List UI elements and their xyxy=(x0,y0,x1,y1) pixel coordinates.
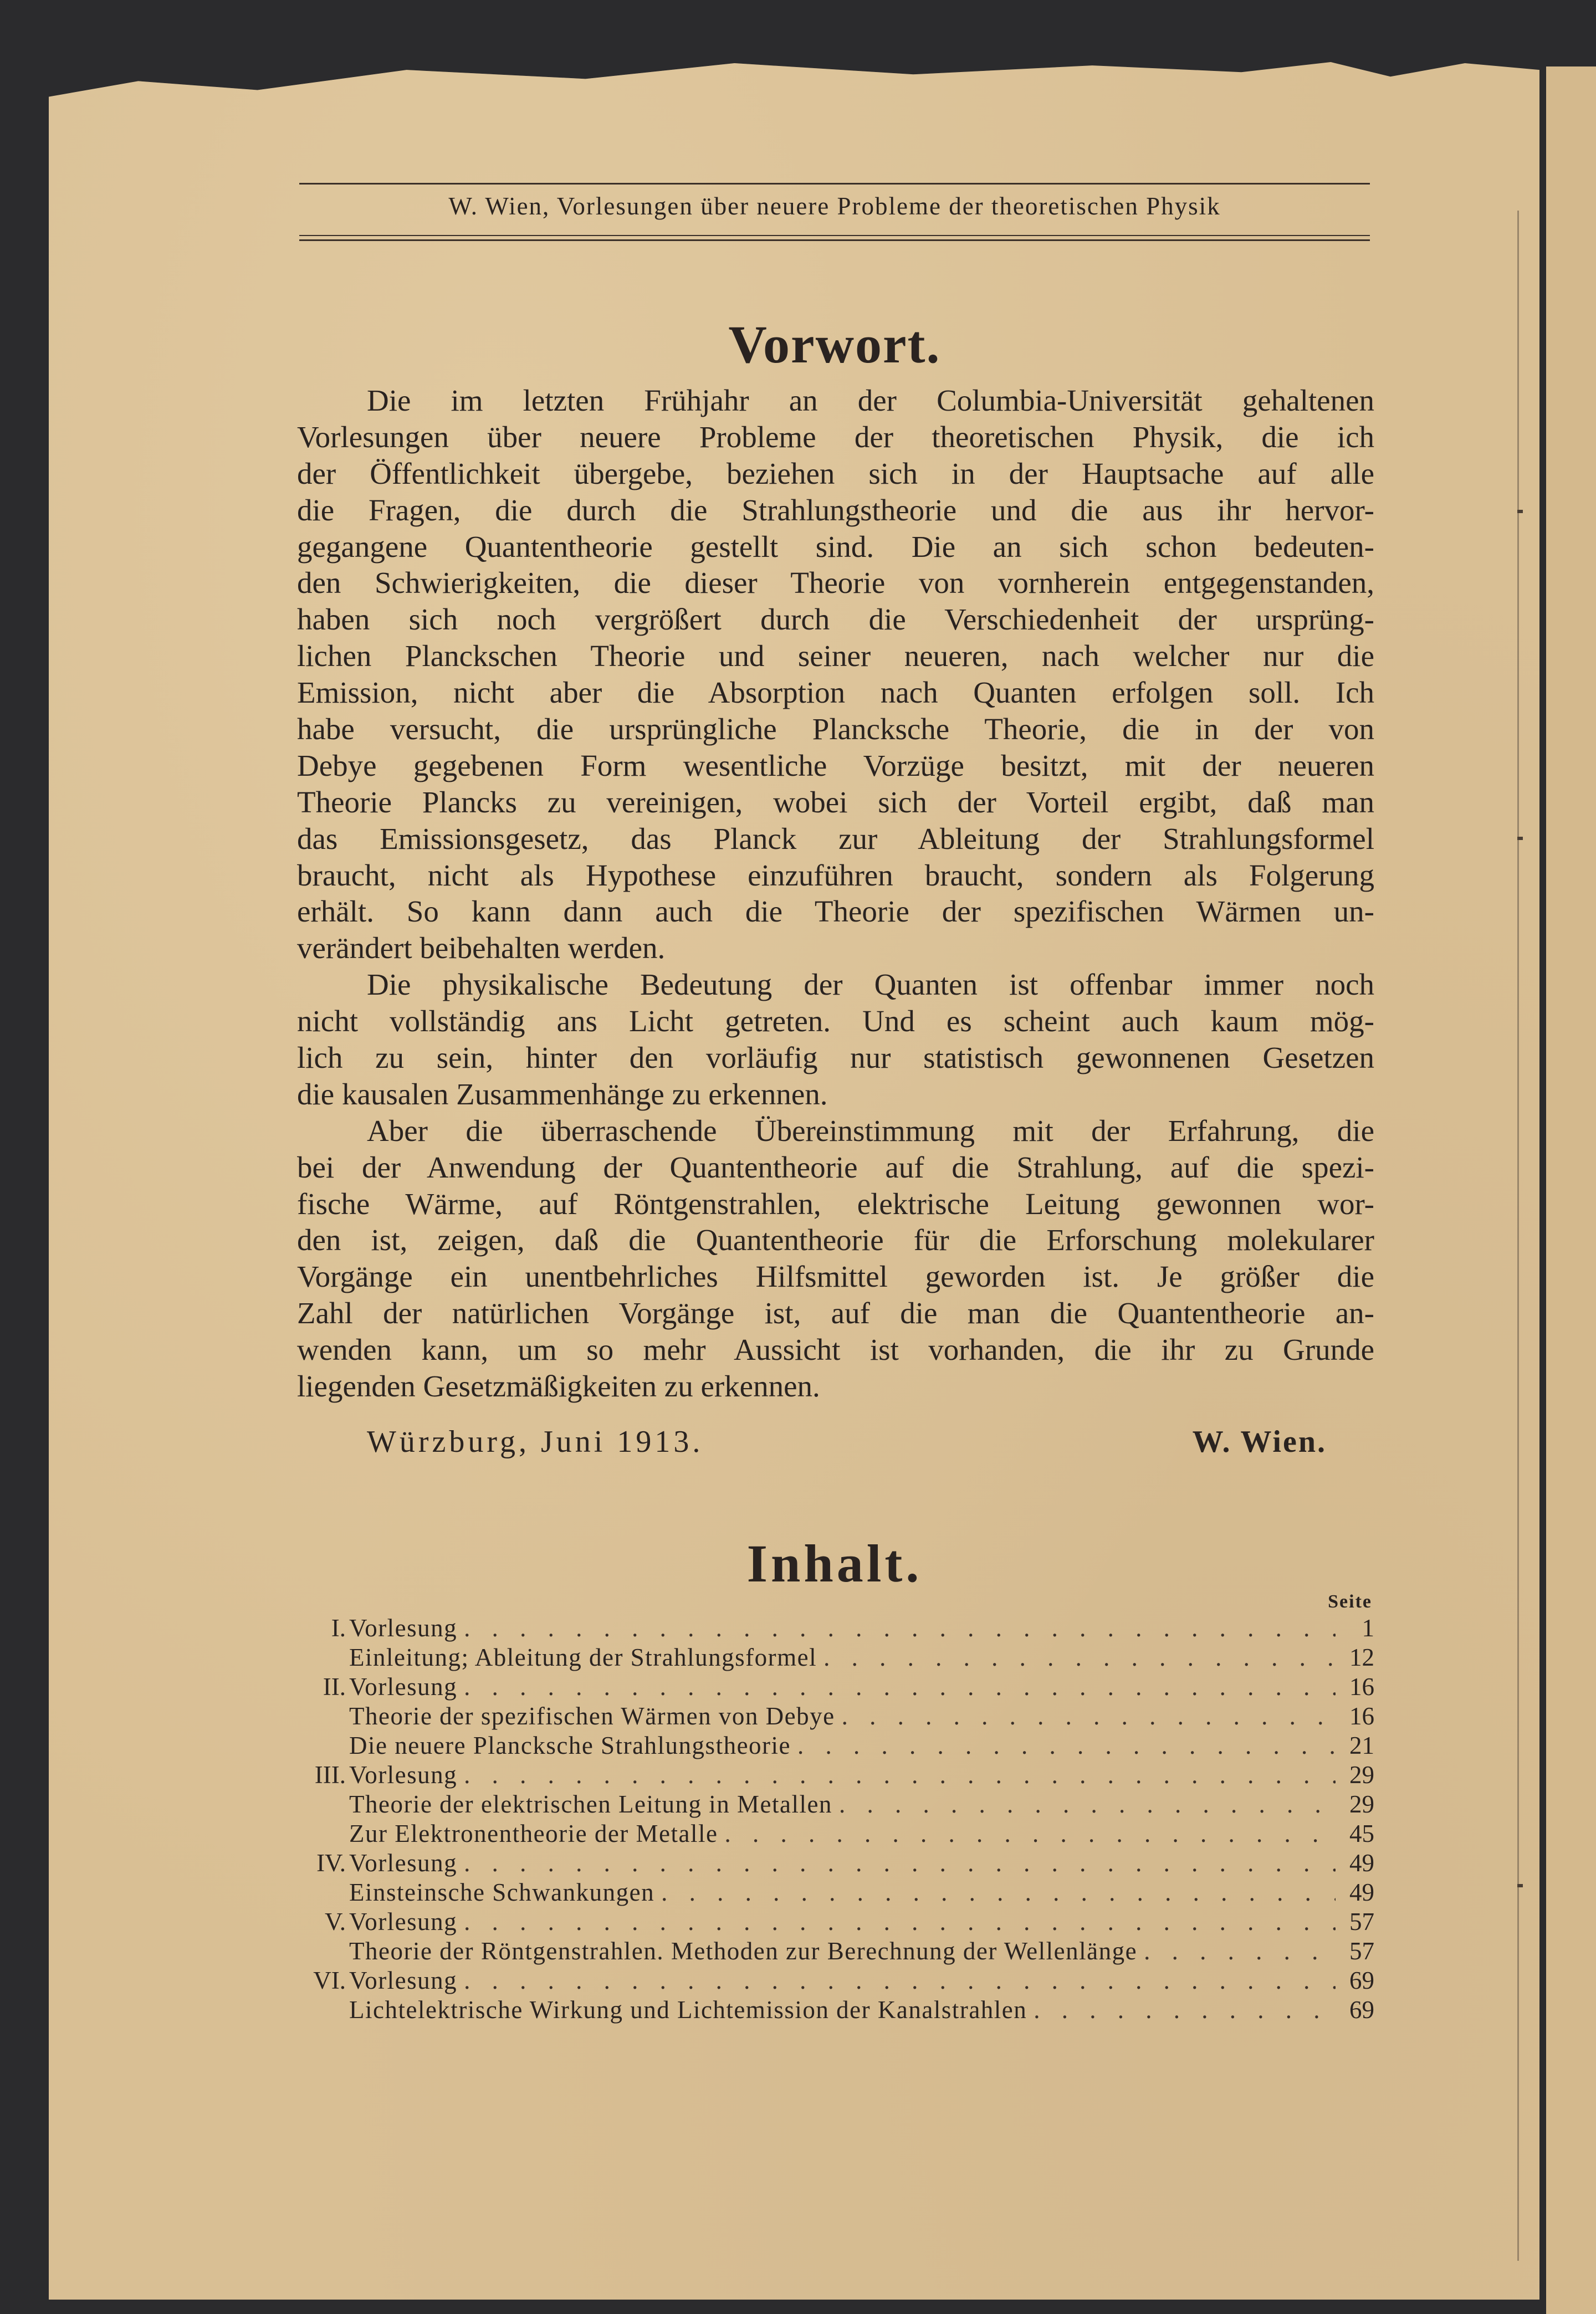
toc-leader-dots xyxy=(1137,1937,1336,1966)
gutter-mark xyxy=(1517,1884,1523,1887)
preface-line: lich zu sein, hinter den vorläufig nur statistisch gewonnenen Gesetzen xyxy=(297,1041,1374,1075)
toc-leader-dots xyxy=(457,1760,1336,1790)
toc-page-number: 57 xyxy=(1349,1937,1374,1965)
preface-line: den Schwierigkeiten, die dieser Theorie von vornherein entgegenstanden, xyxy=(297,566,1374,600)
preface-line: der Öffentlichkeit übergebe, beziehen sich in der Hauptsache auf alle xyxy=(297,456,1374,490)
toc-lecture-number: II. xyxy=(323,1673,346,1701)
toc-page-number: 12 xyxy=(1349,1644,1374,1671)
toc-leader-dots xyxy=(817,1643,1336,1672)
preface-line: bei der Anwendung der Quantentheorie auf die Strahlung, auf die spezi- xyxy=(297,1150,1374,1184)
toc-leader-dots xyxy=(457,1672,1336,1702)
toc-page-number: 29 xyxy=(1349,1761,1374,1789)
preface-line: nicht vollständig ans Licht getreten. Und es scheint auch kaum mög- xyxy=(297,1004,1374,1038)
toc-entry-title: Zur Elektronentheorie der Metalle xyxy=(349,1820,718,1847)
page-column-header: Seite xyxy=(1328,1591,1372,1612)
preface-line: Die im letzten Frühjahr an der Columbia-Universität gehaltenen xyxy=(367,383,1374,417)
preface-line: braucht, nicht als Hypothese einzuführen braucht, sondern als Folgerung xyxy=(297,858,1374,892)
preface-line: den ist, zeigen, daß die Quantentheorie für die Erforschung molekularer xyxy=(297,1223,1374,1257)
toc-entry-title: Einleitung; Ableitung der Strahlungsformel xyxy=(349,1644,817,1671)
toc-leader-dots xyxy=(457,1966,1336,1995)
preface-line: Vorgänge ein unentbehrliches Hilfsmittel geworden ist. Je größer die xyxy=(297,1260,1374,1294)
toc-entry-title: Vorlesung xyxy=(349,1849,458,1877)
preface-line: liegenden Gesetzmäßigkeiten zu erkennen. xyxy=(297,1369,820,1404)
preface-line: erhält. So kann dann auch die Theorie der spezifischen Wärmen un- xyxy=(297,894,1374,929)
contents-title: Inhalt. xyxy=(746,1534,923,1593)
toc-page-number: 45 xyxy=(1349,1820,1374,1847)
toc-entry-title: Vorlesung xyxy=(349,1614,458,1642)
gutter-mark xyxy=(1517,837,1523,840)
toc-leader-dots xyxy=(457,1849,1336,1878)
toc-lecture-number: III. xyxy=(314,1761,346,1789)
preface-line: Theorie Plancks zu vereinigen, wobei sich der Vorteil ergibt, daß man xyxy=(297,785,1374,819)
preface-line: die kausalen Zusammenhänge zu erkennen. xyxy=(297,1077,828,1111)
preface-line: Aber die überraschende Übereinstimmung mit der Erfahrung, die xyxy=(367,1113,1374,1148)
toc-page-number: 49 xyxy=(1349,1849,1374,1877)
toc-entry xyxy=(277,1878,1374,1907)
toc-leader-dots xyxy=(791,1731,1336,1760)
toc-entry-title: Die neuere Plancksche Strahlungstheorie xyxy=(349,1732,791,1759)
toc-entry-title: Einsteinsche Schwankungen xyxy=(349,1878,655,1906)
toc-entry xyxy=(277,1937,1374,1966)
gutter-mark xyxy=(1517,510,1523,513)
toc-entry-title: Lichtelektrische Wirkung und Lichtemission der Kanalstrahlen xyxy=(349,1996,1027,2024)
toc-page-number: 29 xyxy=(1349,1790,1374,1818)
preface-line: die Fragen, die durch die Strahlungstheorie und die aus ihr hervor- xyxy=(297,493,1374,527)
preface-line: verändert beibehalten werden. xyxy=(297,931,666,965)
toc-entry-title: Vorlesung xyxy=(349,1761,458,1789)
toc-leader-dots xyxy=(832,1790,1336,1819)
toc-entry xyxy=(277,1760,1374,1790)
toc-entry-title: Vorlesung xyxy=(349,1673,458,1701)
toc-entry-title: Theorie der spezifischen Wärmen von Debye xyxy=(349,1702,835,1730)
running-head: W. Wien, Vorlesungen über neuere Probleme der theoretischen Physik xyxy=(448,192,1221,220)
preface-line: wenden kann, um so mehr Aussicht ist vorhanden, die ihr zu Grunde xyxy=(297,1333,1374,1367)
toc-page-number: 69 xyxy=(1349,1967,1374,1994)
signature-row xyxy=(297,1424,1374,1463)
preface-line: haben sich noch vergrößert durch die Verschiedenheit der ursprüng- xyxy=(297,602,1374,637)
preface-line: Debye gegebenen Form wesentliche Vorzüge besitzt, mit der neueren xyxy=(297,748,1374,782)
toc-lecture-number: I. xyxy=(331,1614,346,1642)
toc-entry xyxy=(277,1966,1374,1995)
toc-leader-dots xyxy=(718,1819,1336,1849)
toc-leader-dots xyxy=(654,1878,1336,1907)
toc-entry xyxy=(277,1907,1374,1937)
preface-title: Vorwort. xyxy=(728,315,941,374)
preface-line: Die physikalische Bedeutung der Quanten ist offenbar immer noch xyxy=(367,967,1374,1002)
author-signature: W. Wien. xyxy=(1192,1425,1327,1459)
preface-body xyxy=(297,382,1374,1405)
toc-entry xyxy=(277,1995,1374,2025)
toc-entry xyxy=(277,1731,1374,1760)
preface-line: fische Wärme, auf Röntgenstrahlen, elektrische Leitung gewonnen wor- xyxy=(297,1186,1374,1221)
toc-entry xyxy=(277,1672,1374,1702)
toc-lecture-number: V. xyxy=(325,1908,346,1936)
header-rule-top xyxy=(299,183,1370,185)
toc-page-number: 57 xyxy=(1349,1908,1374,1936)
toc-entry-title: Theorie der elektrischen Leitung in Metallen xyxy=(349,1790,832,1818)
preface-line: habe versucht, die ursprüngliche Plancksche Theorie, die in der von xyxy=(297,712,1374,746)
toc-leader-dots xyxy=(457,1907,1336,1937)
toc-page-number: 69 xyxy=(1349,1996,1374,2024)
toc-entry xyxy=(277,1643,1374,1672)
toc-entry xyxy=(277,1849,1374,1878)
preface-line: lichen Planckschen Theorie und seiner neueren, nach welcher nur die xyxy=(297,639,1374,673)
preface-line: gegangene Quantentheorie gestellt sind. Die an sich schon bedeuten- xyxy=(297,529,1374,564)
toc-page-number: 21 xyxy=(1349,1732,1374,1759)
toc-entry-title: Theorie der Röntgenstrahlen. Methoden zur Berechnung der Wellenlänge xyxy=(349,1937,1138,1965)
table-of-contents xyxy=(277,1614,1374,2025)
preface-line: Emission, nicht aber die Absorption nach Quanten erfolgen soll. Ich xyxy=(297,675,1374,710)
preface-line: Vorlesungen über neuere Probleme der theoretischen Physik, die ich xyxy=(297,419,1374,454)
preface-line: Zahl der natürlichen Vorgänge ist, auf die man die Quantentheorie an- xyxy=(297,1296,1374,1330)
toc-page-number: 49 xyxy=(1349,1878,1374,1906)
toc-entry-title: Vorlesung xyxy=(349,1908,458,1936)
toc-leader-dots xyxy=(457,1614,1336,1643)
toc-lecture-number: VI. xyxy=(313,1967,346,1994)
toc-page-number: 16 xyxy=(1349,1702,1374,1730)
toc-entry xyxy=(277,1614,1374,1643)
toc-entry-title: Vorlesung xyxy=(349,1967,458,1994)
toc-leader-dots xyxy=(835,1702,1336,1731)
toc-leader-dots xyxy=(1027,1995,1336,2025)
toc-entry xyxy=(277,1790,1374,1819)
page-gutter-line xyxy=(1517,211,1519,2261)
place-date: Würzburg, Juni 1913. xyxy=(367,1425,704,1459)
toc-lecture-number: IV. xyxy=(316,1849,346,1877)
preface-line: das Emissionsgesetz, das Planck zur Ableitung der Strahlungsformel xyxy=(297,821,1374,856)
header-rule-bottom xyxy=(299,235,1370,236)
toc-entry xyxy=(277,1819,1374,1849)
toc-entry xyxy=(277,1702,1374,1731)
header-rule-bottom-double xyxy=(299,239,1370,241)
facing-page-edge xyxy=(1546,66,1596,2314)
toc-page-number: 16 xyxy=(1349,1673,1374,1701)
toc-page-number: 1 xyxy=(1362,1614,1374,1642)
